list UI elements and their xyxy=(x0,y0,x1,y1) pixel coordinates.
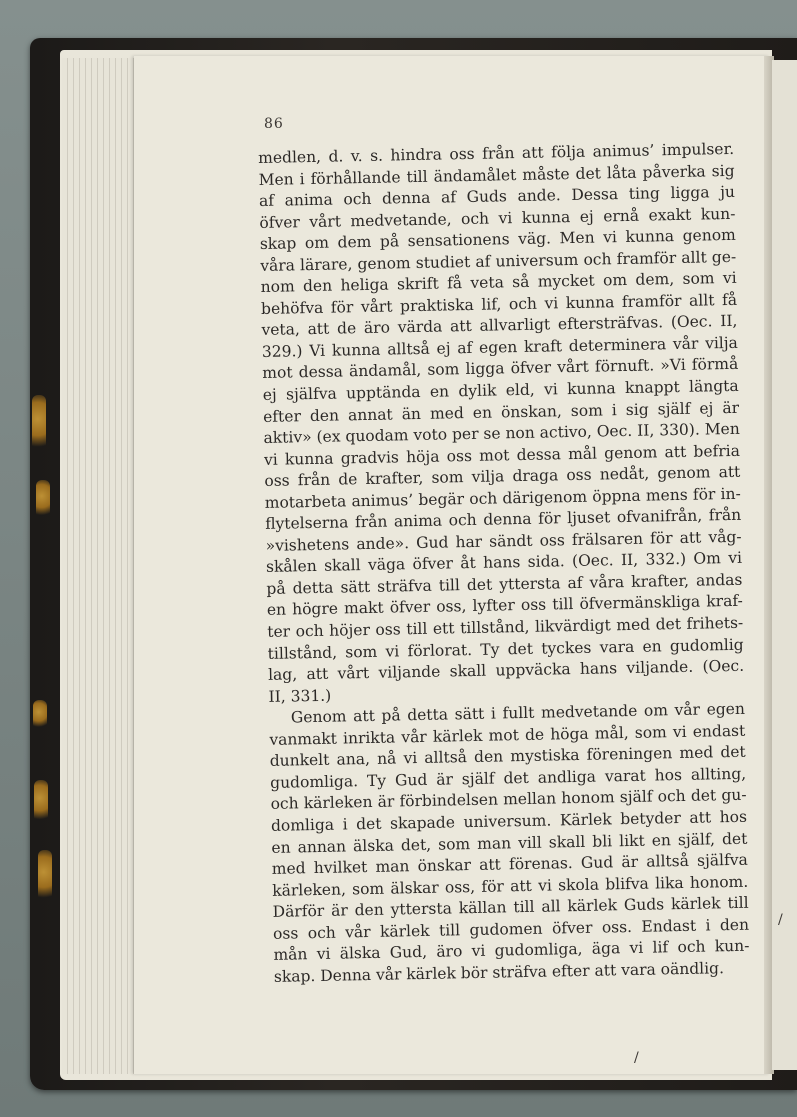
text-line: veta, att de äro värda att allvarligt eftersträfvas. (Oec. II, xyxy=(261,312,738,340)
text-line: gudomliga. Ty Gud är själf det andliga varat hos allting, xyxy=(270,764,747,792)
text-line: ter och höjer oss till ett tillstånd, likvärdigt med det frihets- xyxy=(267,613,744,641)
text-line: behöfva för vårt praktiska lif, och vi kunna framför allt få xyxy=(260,290,738,318)
text-line: ej själfva upptända en dylik eld, vi kunna knappt längta xyxy=(262,376,739,404)
text-line: motarbeta animus’ begär och därigenom öppna mens för in- xyxy=(264,484,741,512)
text-line: lag, att vårt viljande skall uppväcka hans viljande. (Oec. xyxy=(267,656,745,685)
text-line: nom den heliga skrift få veta så mycket om dem, som vi xyxy=(260,269,737,297)
text-line: skap. Denna vår kärlek bör sträfva efter att vara oändlig. xyxy=(273,958,725,986)
page-edges xyxy=(62,58,138,1074)
text-line: flytelserna från anima och denna för ljuset ofvanifrån, från xyxy=(265,506,742,534)
body-text xyxy=(258,139,750,988)
text-line: af anima och denna af Guds ande. Dessa ting ligga ju xyxy=(258,182,736,211)
text-line: kärleken, som älskar oss, för att vi skola blifva lika honom. xyxy=(272,872,749,900)
text-line: Genom att på detta sätt i fullt medvetande om vår egen xyxy=(290,699,746,727)
text-line: domliga i det skapade universum. Kärlek betyder att hos xyxy=(270,807,748,835)
text-line: en högre makt öfver oss, lyfter oss till öfvermänskliga kraf- xyxy=(266,592,743,620)
marbled-edge-spot xyxy=(34,780,48,825)
facing-page-edge xyxy=(772,60,797,1070)
page-number: 86 xyxy=(264,116,284,132)
text-line: öfver vårt medvetande, och vi kunna ej ernå exakt kun- xyxy=(259,204,736,232)
text-line: med hvilket man önskar att förenas. Gud är alltså själfva xyxy=(271,850,748,878)
text-line: och kärleken är förbindelsen mellan honom själf och det gu- xyxy=(270,786,747,814)
text-line: efter den annat än med en önskan, som i sig själf ej är xyxy=(262,398,740,426)
pencil-mark: / xyxy=(634,1050,639,1066)
text-line: skap om dem på sensationens väg. Men vi kunna genom xyxy=(259,226,736,254)
text-line: vi kunna gradvis höja oss mot dessa mål genom att befria xyxy=(263,441,741,469)
text-line: en annan älska det, som man vill skall bli likt en själf, det xyxy=(271,829,748,857)
text-line: »vishetens ande». Gud har sändt oss frälsaren för att våg- xyxy=(265,527,742,555)
text-line: vanmakt inrikta vår kärlek mot de höga mål, som vi endast xyxy=(269,721,746,749)
text-line: oss från de krafter, som vilja draga oss nedåt, genom att xyxy=(264,463,741,491)
text-line: oss och vår kärlek till gudomen öfver oss. Endast i den xyxy=(272,915,750,943)
text-line: skålen skall väga öfver åt hans sida. (Oec. II, 332.) Om vi xyxy=(265,549,743,577)
marbled-edge-spot xyxy=(33,700,47,730)
text-line: Men i förhållande till ändamålet måste det låta påverka sig xyxy=(258,161,735,189)
text-line: tillstånd, som vi förlorat. Ty det tyckes vara en gudomlig xyxy=(267,635,744,663)
marbled-edge-spot xyxy=(36,480,50,520)
text-line: dunkelt ana, nå vi alltså den mystiska föreningen med det xyxy=(269,743,746,771)
text-line: Därför är den yttersta källan till all kärlek Guds kärlek till xyxy=(272,893,749,921)
text-line: mot dessa ändamål, som ligga öfver vårt förnuft. »Vi förmå xyxy=(262,355,739,383)
text-line: våra lärare, genom studiet af universum och framför allt ge- xyxy=(260,247,737,275)
text-line: 329.) Vi kunna alltså ej af egen kraft determinera vår vilja xyxy=(261,333,738,361)
pencil-mark: / xyxy=(778,912,783,928)
text-line: mån vi älska Gud, äro vi gudomliga, äga vi lif och kun- xyxy=(273,936,750,965)
text-line: II, 331.) xyxy=(268,686,332,706)
text-line: medlen, d. v. s. hindra oss från att följa animus’ impulser. xyxy=(258,139,735,167)
text-line: på detta sätt sträfva till det yttersta af våra krafter, andas xyxy=(266,570,743,598)
marbled-edge-spot xyxy=(38,850,52,905)
marbled-edge-spot xyxy=(32,395,46,455)
text-line: aktiv» (ex quodam voto per se non activo, Oec. II, 330). Men xyxy=(263,419,740,448)
